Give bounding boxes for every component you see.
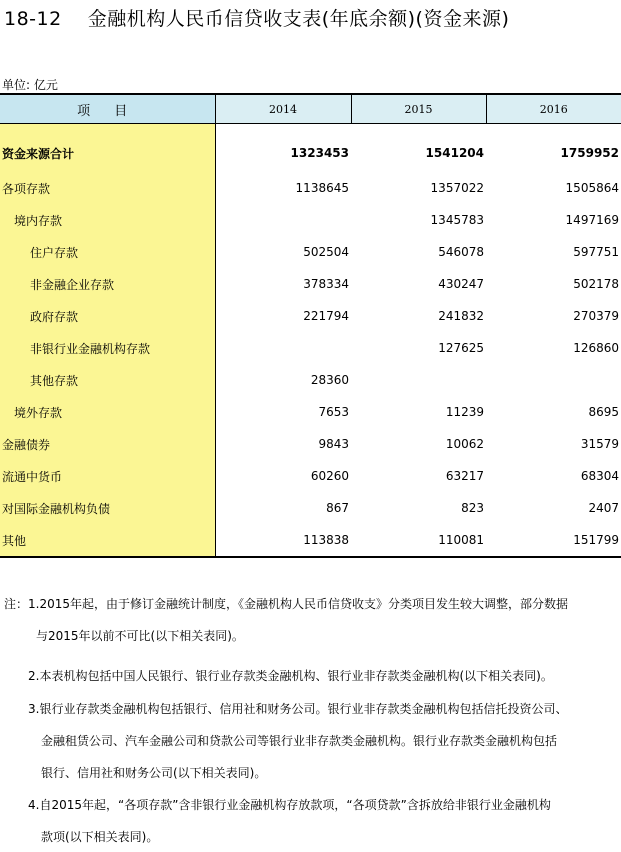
cell: 151799 [486, 524, 621, 557]
cell: 430247 [438, 277, 484, 291]
header-row [0, 94, 621, 124]
cell: 1138645 [295, 181, 349, 195]
header-year-2016: 2016 [486, 94, 621, 124]
cell: 823 [461, 501, 484, 515]
header-year-2015: 2015 [351, 94, 486, 124]
note-4-line-1: 4.自2015年起，“各项存款”含非银行业金融机构存放款项，“各项贷款”含拆放给非银行业金融机构 [28, 798, 551, 812]
spacer-row [0, 124, 621, 135]
table-title: 金融机构人民币信贷收支表(年底余额)(资金来源) [87, 8, 510, 30]
row-label: 资金来源合计 [0, 134, 215, 172]
cell: 113838 [215, 524, 351, 557]
row-label: 其他 [0, 524, 215, 557]
row-label: 境外存款 [0, 396, 215, 428]
page-title [4, 4, 509, 31]
cell: 7653 [318, 405, 349, 419]
cell: 1345783 [430, 213, 484, 227]
cell: 1759952 [560, 146, 619, 160]
cell: 597751 [573, 245, 619, 259]
table-row [0, 428, 621, 460]
table-row [0, 172, 621, 204]
table-row [0, 524, 621, 557]
row-label: 政府存款 [0, 300, 215, 332]
cell: 63217 [445, 469, 484, 483]
row-label: 境内存款 [0, 204, 215, 236]
cell: 1357022 [430, 181, 484, 195]
cell: 127625 [438, 341, 484, 355]
cell: 1541204 [425, 146, 484, 160]
cell: 2407 [588, 501, 619, 515]
cell: 378334 [303, 277, 349, 291]
cell [215, 204, 351, 236]
cell: 60260 [310, 469, 349, 483]
note-1-line-2: 与2015年以前不可比(以下相关表同)。 [36, 629, 244, 643]
header-item: 项 目 [0, 94, 215, 124]
table-row [0, 332, 621, 364]
cell: 8695 [588, 405, 619, 419]
table-row [0, 300, 621, 332]
cell: 241832 [438, 309, 484, 323]
cell [486, 364, 621, 396]
table-row [0, 236, 621, 268]
cell: 502178 [573, 277, 619, 291]
table-row [0, 396, 621, 428]
row-label: 住户存款 [0, 236, 215, 268]
table-row [0, 460, 621, 492]
cell: 1497169 [565, 213, 619, 227]
cell: 1505864 [565, 181, 619, 195]
cell: 221794 [303, 309, 349, 323]
table-row [0, 268, 621, 300]
header-year-2014: 2014 [215, 94, 351, 124]
cell: 867 [326, 501, 349, 515]
note-4-line-2: 款项(以下相关表同)。 [41, 830, 159, 844]
row-label: 非银行业金融机构存款 [0, 332, 215, 364]
cell: 11239 [445, 405, 484, 419]
row-label: 其他存款 [0, 364, 215, 396]
table-row [0, 492, 621, 524]
cell: 68304 [580, 469, 619, 483]
cell: 10062 [445, 437, 484, 451]
row-label: 非金融企业存款 [0, 268, 215, 300]
cell: 31579 [580, 437, 619, 451]
cell: 546078 [438, 245, 484, 259]
cell: 110081 [351, 524, 486, 557]
cell: 502504 [303, 245, 349, 259]
cell: 1323453 [290, 146, 349, 160]
row-label: 流通中货币 [0, 460, 215, 492]
table-row [0, 364, 621, 396]
cell: 9843 [318, 437, 349, 451]
row-label: 金融债券 [0, 428, 215, 460]
table-row [0, 134, 621, 172]
cell [215, 332, 351, 364]
cell [351, 364, 486, 396]
note-3-line-1: 3.银行业存款类金融机构包括银行、信用社和财务公司。银行业非存款类金融机构包括信托投资公司、 [28, 702, 568, 716]
note-3-line-3: 银行、信用社和财务公司(以下相关表同)。 [41, 766, 267, 780]
unit-label: 单位: 亿元 [2, 78, 58, 92]
table-row [0, 204, 621, 236]
data-table [0, 93, 621, 558]
row-label: 各项存款 [0, 172, 215, 204]
cell: 28360 [310, 373, 349, 387]
note-2: 2.本表机构包括中国人民银行、银行业存款类金融机构、银行业非存款类金融机构(以下相关表同)。 [28, 669, 553, 683]
note-3-line-2: 金融租赁公司、汽车金融公司和贷款公司等银行业非存款类金融机构。银行业存款类金融机构包括 [41, 734, 558, 748]
cell: 270379 [573, 309, 619, 323]
row-label: 对国际金融机构负债 [0, 492, 215, 524]
cell: 126860 [573, 341, 619, 355]
note-1-line-1: 注：1.2015年起，由于修订金融统计制度，《金融机构人民币信贷收支》分类项目发生较大调整，部分数据 [4, 597, 568, 611]
table-number: 18-12 [4, 8, 62, 30]
